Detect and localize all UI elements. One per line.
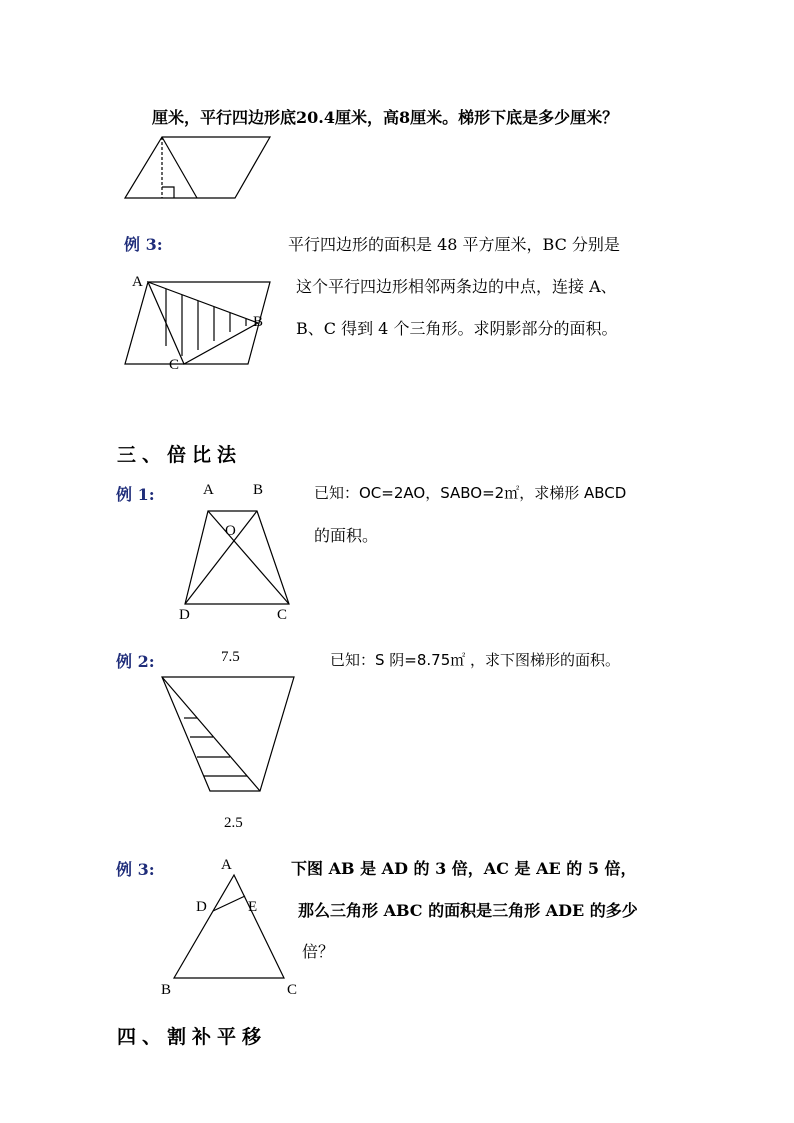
point-label-d: D [196,899,207,915]
point-label-c: C [169,357,180,373]
point-label-e: E [248,899,258,915]
problem-text: 平行四边形的面积是 48 平方厘米，BC 分别是 [288,235,620,254]
section-heading: 四、割补平移 [117,1026,268,1048]
point-label-c: C [287,982,298,998]
section-heading: 三、倍比法 [117,444,243,466]
point-label-b: B [253,314,264,330]
point-label-a: A [221,857,232,873]
problem-text: 已知：S 阴=8.75㎡ ，求下图梯形的面积。 [330,651,621,669]
problem-text: 已知：OC=2AO，SABO=2㎡，求梯形 ABCD [314,484,627,502]
point-label-c: C [277,607,288,623]
point-label-a: A [132,274,143,290]
point-label-b: B [161,982,172,998]
bottom-base-value: 2.5 [224,815,243,831]
example-label: 例 2: [116,652,155,671]
problem-text: 那么三角形 ABC 的面积是三角形 ADE 的多少 [298,901,638,920]
point-label-a: A [203,482,214,498]
problem-text: 下图 AB 是 AD 的 3 倍，AC 是 AE 的 5 倍， [291,859,637,878]
example-label: 例 1: [116,485,155,504]
example-label: 例 3: [116,860,155,879]
problem-text: B、C 得到 4 个三角形。求阴影部分的面积。 [296,319,618,338]
point-label-d: D [179,607,190,623]
top-base-value: 7.5 [221,649,240,665]
point-label-b: B [253,482,264,498]
problem-text: 这个平行四边形相邻两条边的中点，连接 A、 [296,277,617,296]
problem-text: 倍？ [302,942,335,961]
example-label: 例 3: [124,235,163,254]
point-label-o: O [225,523,236,539]
problem-text: 的面积。 [314,526,379,545]
problem-text-continued: 厘米，平行四边形底20.4厘米，高8厘米。梯形下底是多少厘米？ [152,108,619,127]
